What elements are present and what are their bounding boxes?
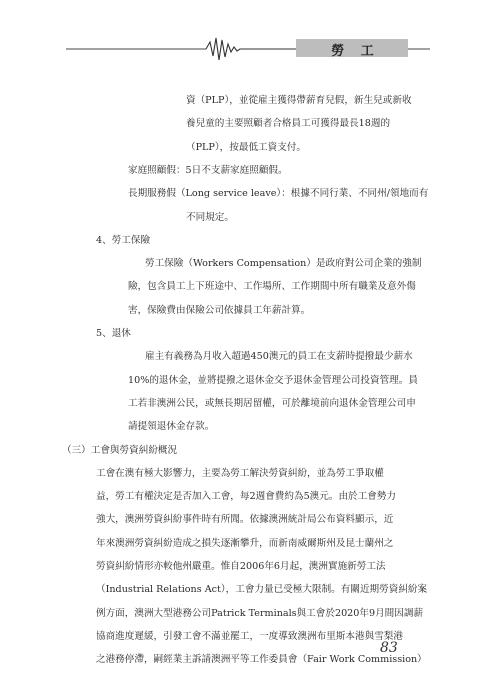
body-line: 不同規定。	[186, 211, 234, 223]
section-heading: （三）工會與勞資糾紛概況	[62, 444, 178, 456]
body-line: 害，保險費由保險公司依據員工年薪計算。	[128, 304, 311, 316]
body-line: 險，包含員工上下班途中、工作場所、工作期間中所有職業及意外傷	[128, 281, 416, 293]
subsection-heading: 5、退休	[96, 328, 131, 339]
heartbeat-wave-icon	[206, 38, 296, 60]
body-line: 之港務停滯，嗣經業主訴請澳洲平等工作委員會（Fair Work Commission）	[96, 654, 427, 666]
body-line: 強大，澳洲勞資糾紛事件時有所聞。依據澳洲統計局公布資料顯示，近	[96, 514, 394, 526]
body-line: 勞資糾紛情形亦較他州嚴重。惟自2006年6月起，澳洲實施新勞工法	[96, 561, 386, 572]
header-decoration	[0, 0, 480, 60]
body-line: 年來澳洲勞資糾紛造成之損失逐漸攀升，而新南威爾斯州及昆士蘭州之	[96, 537, 394, 549]
body-line: 例方面，澳洲大型港務公司Patrick Terminals與工會於2020年9月間因調薪	[96, 607, 424, 619]
page-header	[0, 0, 480, 60]
body-line: 資（PLP），並從雇主獲得帶薪育兒假，新生兒或新收	[186, 95, 412, 106]
body-line: 工會在澳有極大影響力，主要為勞工解決勞資糾紛，並為勞工爭取權	[96, 467, 384, 479]
body-line: （Industrial Relations Act），工會力量已受極大限制。有關近期勞資糾紛案	[96, 584, 428, 596]
body-line: 雇主有義務為月收入超過450澳元的員工在支薪時提撥最少薪水	[145, 351, 413, 363]
subsection-heading: 4、勞工保險	[96, 234, 151, 246]
page-number: 83	[380, 640, 398, 656]
body-line: 勞工保險（Workers Compensation）是政府對公司企業的強制	[145, 258, 422, 270]
body-line: 益，勞工有權決定是否加入工會，每2週會費約為5澳元。由於工會勢力	[96, 491, 397, 503]
body-line: 家庭照顧假：5日不支薪家庭照顧假。	[128, 164, 288, 176]
body-line: 10%的退休金，並將提撥之退休金交予退休金管理公司投資管理。員	[128, 374, 418, 386]
body-line: （PLP），按最低工資支付。	[186, 141, 307, 153]
body-line: 工若非澳洲公民，或無長期居留權，可於離境前向退休金管理公司申	[128, 397, 416, 409]
section-title: 勞 工	[331, 44, 380, 59]
body-line: 養兒童的主要照顧者合格員工可獲得最長18週的	[186, 118, 391, 130]
body-line: 長期服務假（Long service leave）：根據不同行業、不同州/領地而有	[128, 188, 429, 200]
body-line: 請提領退休金存款。	[128, 421, 215, 433]
body-line: 協商進度遲緩，引發工會不滿並罷工，一度導致澳洲布里斯本港與雪梨港	[96, 630, 403, 642]
